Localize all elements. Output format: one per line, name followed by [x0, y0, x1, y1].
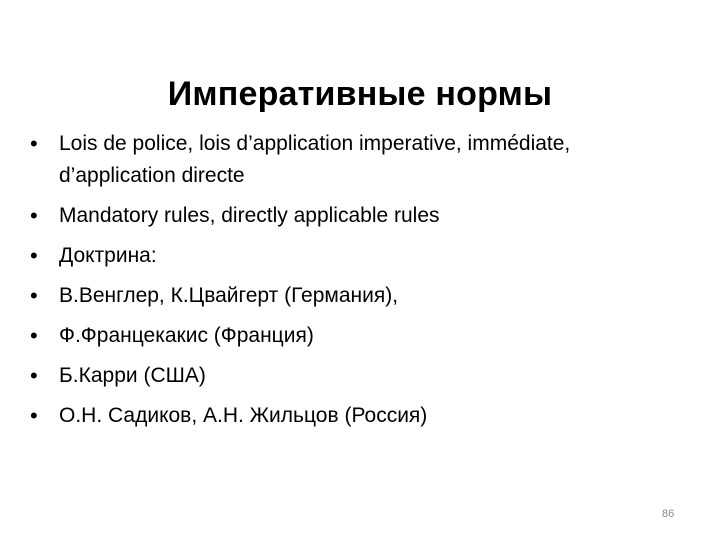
bullet-text: Lois de police, lois d’application imperative, immédiate, d’application directe — [59, 132, 571, 187]
bullet-text: В.Венглер, К.Цвайгерт (Германия), — [59, 284, 399, 307]
bullet-icon: • — [30, 403, 38, 428]
bullet-item — [30, 360, 670, 392]
slide-title: Императивные нормы — [167, 75, 553, 113]
bullet-text: Mandatory rules, directly applicable rules — [59, 204, 440, 227]
bullet-item — [30, 200, 670, 232]
bullet-icon: • — [30, 323, 38, 348]
bullet-text: Ф.Францекакис (Франция) — [59, 324, 314, 347]
bullet-icon: • — [30, 283, 38, 308]
bullet-icon: • — [30, 243, 38, 268]
bullet-item — [30, 320, 670, 352]
bullet-item — [30, 240, 670, 272]
bullet-text: Доктрина: — [59, 244, 157, 267]
bullet-item — [30, 400, 670, 432]
bullet-list — [30, 128, 670, 440]
bullet-item — [30, 280, 670, 312]
bullet-icon: • — [30, 203, 38, 228]
bullet-icon: • — [30, 363, 38, 388]
bullet-icon: • — [30, 131, 38, 156]
page-number: 86 — [662, 508, 675, 520]
bullet-text: О.Н. Садиков, А.Н. Жильцов (Россия) — [59, 404, 428, 427]
bullet-item — [30, 128, 670, 192]
bullet-text: Б.Карри (США) — [59, 364, 206, 387]
